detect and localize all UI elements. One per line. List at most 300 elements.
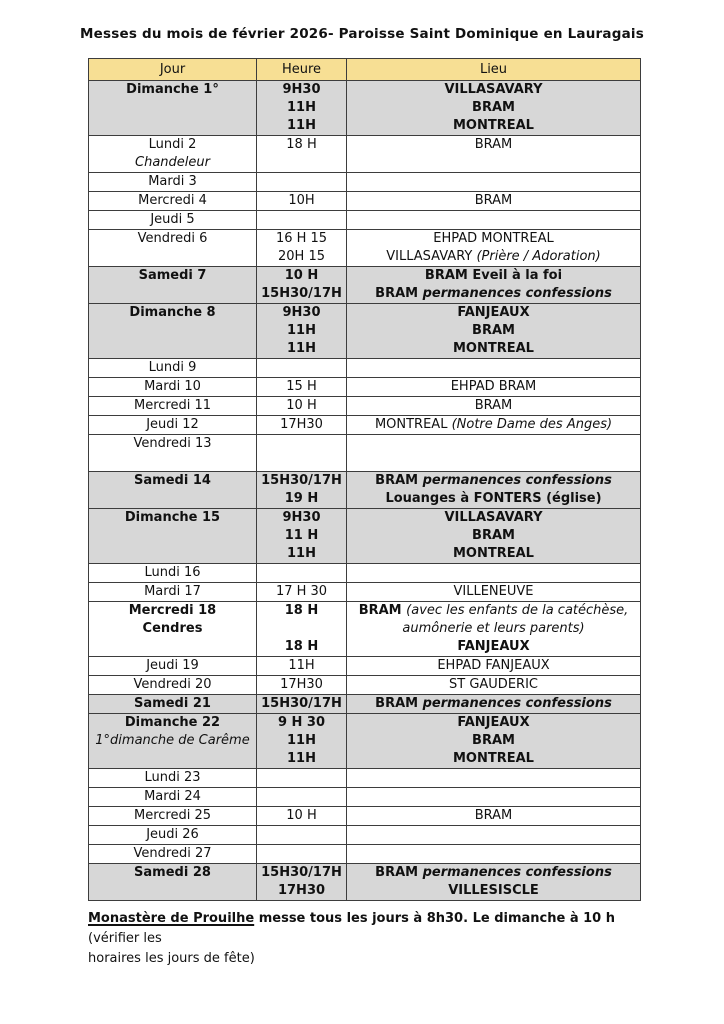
text-segment: permanences confessions xyxy=(422,286,612,301)
text-line xyxy=(349,882,638,900)
table-row xyxy=(89,416,641,435)
text-segment: 17H30 xyxy=(280,417,323,432)
cell-lieu xyxy=(347,583,641,602)
text-segment: (vérifier les xyxy=(88,931,162,946)
text-line xyxy=(349,378,638,396)
text-segment: BRAM xyxy=(474,193,513,208)
text-line xyxy=(91,657,254,675)
cell-lieu xyxy=(347,173,641,192)
text-line xyxy=(259,545,344,563)
text-segment: Jeudi 12 xyxy=(146,417,199,432)
cell-heure xyxy=(257,81,347,136)
cell-jour xyxy=(89,769,257,788)
table-row xyxy=(89,509,641,564)
text-segment: VILLENEUVE xyxy=(453,584,534,599)
footer-note xyxy=(88,909,668,969)
text-line xyxy=(91,416,254,434)
text-segment: aumônerie et leurs parents) xyxy=(402,621,585,636)
table-row xyxy=(89,788,641,807)
text-segment: Lundi 16 xyxy=(144,565,201,580)
text-line xyxy=(91,676,254,694)
text-segment: Mardi 24 xyxy=(144,789,201,804)
text-segment: 9H30 xyxy=(282,305,321,320)
cell-heure xyxy=(257,397,347,416)
text-line xyxy=(259,657,344,675)
table-row xyxy=(89,267,641,304)
cell-jour xyxy=(89,267,257,304)
table-header-row xyxy=(89,59,641,81)
cell-heure xyxy=(257,826,347,845)
table-row xyxy=(89,769,641,788)
cell-jour xyxy=(89,602,257,657)
text-segment: Samedi 14 xyxy=(134,473,211,488)
text-line xyxy=(91,620,254,638)
text-segment: Jeudi 26 xyxy=(146,827,199,842)
text-segment: 11H xyxy=(288,658,315,673)
text-segment: MONTREAL xyxy=(453,751,534,766)
text-segment: (Prière / Adoration) xyxy=(476,249,601,264)
text-segment: 18 H xyxy=(284,603,319,618)
text-line xyxy=(259,378,344,396)
text-segment: 17 H 30 xyxy=(275,584,328,599)
cell-lieu xyxy=(347,509,641,564)
cell-jour xyxy=(89,564,257,583)
text-segment: 9H30 xyxy=(282,510,321,525)
cell-lieu xyxy=(347,788,641,807)
text-line xyxy=(349,864,638,882)
column-header-heure: Heure xyxy=(257,59,347,81)
cell-lieu xyxy=(347,397,641,416)
text-segment: MONTREAL xyxy=(453,341,534,356)
cell-heure xyxy=(257,359,347,378)
text-line xyxy=(349,267,638,285)
text-segment: 17H30 xyxy=(277,883,326,898)
cell-jour xyxy=(89,81,257,136)
cell-heure xyxy=(257,304,347,359)
text-segment: VILLESISCLE xyxy=(448,883,539,898)
cell-lieu xyxy=(347,657,641,676)
cell-lieu xyxy=(347,435,641,472)
table-row xyxy=(89,864,641,901)
text-line xyxy=(91,472,254,490)
table-row xyxy=(89,564,641,583)
text-segment: 11H xyxy=(287,733,316,748)
text-line xyxy=(349,285,638,303)
text-line xyxy=(349,545,638,563)
table-row xyxy=(89,230,641,267)
text-line xyxy=(91,714,254,732)
cell-heure xyxy=(257,788,347,807)
text-segment: EHPAD BRAM xyxy=(450,379,537,394)
cell-lieu xyxy=(347,564,641,583)
text-line xyxy=(91,378,254,396)
cell-lieu xyxy=(347,304,641,359)
cell-jour xyxy=(89,657,257,676)
text-segment: Lundi 9 xyxy=(148,360,197,375)
text-segment: Samedi 21 xyxy=(134,696,211,711)
table-row xyxy=(89,807,641,826)
text-line xyxy=(259,472,344,490)
table-row xyxy=(89,136,641,173)
text-line xyxy=(91,826,254,844)
text-line xyxy=(349,248,638,266)
text-segment: FANJEAUX xyxy=(457,639,530,654)
cell-jour xyxy=(89,826,257,845)
text-line xyxy=(259,490,344,508)
text-line xyxy=(91,136,254,154)
cell-heure xyxy=(257,192,347,211)
text-segment: permanences confessions xyxy=(422,696,612,711)
cell-lieu xyxy=(347,472,641,509)
text-line xyxy=(259,583,344,601)
page-title: Messes du mois de février 2026- Paroisse Saint Dominique en Lauragais xyxy=(80,26,644,42)
cell-jour xyxy=(89,807,257,826)
text-segment: permanences confessions xyxy=(422,865,612,880)
table-row xyxy=(89,192,641,211)
cell-jour xyxy=(89,211,257,230)
cell-heure xyxy=(257,695,347,714)
text-line xyxy=(259,732,344,750)
cell-jour xyxy=(89,173,257,192)
text-segment: FANJEAUX xyxy=(457,715,530,730)
text-line xyxy=(349,322,638,340)
cell-jour xyxy=(89,472,257,509)
text-line xyxy=(91,173,254,191)
text-segment: 19 H xyxy=(284,491,319,506)
text-line xyxy=(259,117,344,135)
text-line xyxy=(259,676,344,694)
text-line xyxy=(91,192,254,210)
text-line xyxy=(349,304,638,322)
text-segment: horaires les jours de fête) xyxy=(88,951,255,966)
text-line xyxy=(259,81,344,99)
text-segment: BRAM xyxy=(474,808,513,823)
text-segment: 15 H xyxy=(286,379,317,394)
text-segment: BRAM xyxy=(375,865,423,880)
text-segment: 16 H 15 xyxy=(275,231,328,246)
text-segment: BRAM xyxy=(472,100,515,115)
text-line xyxy=(91,359,254,377)
cell-jour xyxy=(89,695,257,714)
table-row xyxy=(89,845,641,864)
text-line xyxy=(259,397,344,415)
cell-lieu xyxy=(347,267,641,304)
text-line xyxy=(259,695,344,713)
text-line xyxy=(349,340,638,358)
text-segment: Jeudi 19 xyxy=(146,658,199,673)
text-segment: BRAM xyxy=(472,323,515,338)
text-segment: Monastère de Prouilhe xyxy=(88,911,255,926)
text-line xyxy=(349,472,638,490)
text-line xyxy=(259,136,344,154)
table-body xyxy=(89,81,641,901)
text-line xyxy=(349,750,638,768)
text-line xyxy=(259,304,344,322)
cell-jour xyxy=(89,509,257,564)
cell-heure xyxy=(257,583,347,602)
text-segment: Mardi 17 xyxy=(144,584,201,599)
table-row xyxy=(89,173,641,192)
text-line xyxy=(349,136,638,154)
text-line xyxy=(259,248,344,266)
table-row xyxy=(89,602,641,657)
table-row xyxy=(89,676,641,695)
text-line xyxy=(91,807,254,825)
text-segment: Dimanche 15 xyxy=(124,510,221,525)
text-line xyxy=(91,81,254,99)
text-segment: Mercredi 18 xyxy=(128,603,217,618)
table-row xyxy=(89,826,641,845)
cell-heure xyxy=(257,602,347,657)
text-segment: Vendredi 27 xyxy=(133,846,212,861)
text-segment: 10 H xyxy=(286,808,317,823)
text-line xyxy=(91,154,254,172)
cell-lieu xyxy=(347,807,641,826)
text-segment: ST GAUDERIC xyxy=(449,677,538,692)
text-line xyxy=(88,949,668,969)
text-segment: Samedi 28 xyxy=(134,865,211,880)
text-segment: EHPAD FANJEAUX xyxy=(437,658,550,673)
table-header xyxy=(89,59,641,81)
cell-heure xyxy=(257,714,347,769)
text-line xyxy=(259,750,344,768)
text-segment: BRAM xyxy=(472,733,515,748)
cell-lieu xyxy=(347,378,641,397)
text-line xyxy=(91,211,254,229)
text-segment: Vendredi 20 xyxy=(133,677,212,692)
text-segment: permanences confessions xyxy=(422,473,612,488)
text-segment: Mercredi 4 xyxy=(138,193,207,208)
table-row xyxy=(89,583,641,602)
text-segment: 11H xyxy=(287,546,316,561)
text-line xyxy=(259,602,344,620)
table-row xyxy=(89,211,641,230)
text-line xyxy=(91,230,254,248)
cell-lieu xyxy=(347,845,641,864)
text-line xyxy=(91,602,254,620)
table-row xyxy=(89,695,641,714)
text-line xyxy=(91,864,254,882)
text-line xyxy=(91,788,254,806)
text-line xyxy=(349,695,638,713)
text-segment: Dimanche 1° xyxy=(126,82,219,97)
cell-jour xyxy=(89,416,257,435)
text-line xyxy=(349,416,638,434)
cell-jour xyxy=(89,583,257,602)
cell-lieu xyxy=(347,826,641,845)
text-line xyxy=(91,267,254,285)
cell-heure xyxy=(257,378,347,397)
cell-jour xyxy=(89,397,257,416)
text-segment: 10H xyxy=(288,193,315,208)
text-line xyxy=(259,638,344,656)
text-segment: Dimanche 8 xyxy=(129,305,216,320)
cell-lieu xyxy=(347,769,641,788)
table-row xyxy=(89,397,641,416)
text-segment: EHPAD MONTREAL xyxy=(433,231,554,246)
text-line xyxy=(91,564,254,582)
cell-lieu xyxy=(347,714,641,769)
text-segment: 9 H 30 xyxy=(277,715,326,730)
text-segment: BRAM xyxy=(472,528,515,543)
text-segment: BRAM xyxy=(474,398,513,413)
text-segment: 18 H xyxy=(284,639,319,654)
table-row xyxy=(89,435,641,472)
cell-heure xyxy=(257,173,347,192)
text-line xyxy=(349,230,638,248)
text-segment: Mardi 10 xyxy=(144,379,201,394)
cell-jour xyxy=(89,192,257,211)
text-segment: Louanges à FONTERS (église) xyxy=(385,491,602,506)
cell-lieu xyxy=(347,211,641,230)
text-segment: BRAM xyxy=(375,286,423,301)
table-row xyxy=(89,81,641,136)
text-line xyxy=(259,714,344,732)
text-segment: Vendredi 13 xyxy=(133,436,212,451)
text-segment: VILLASAVARY xyxy=(444,510,543,525)
text-line xyxy=(259,267,344,285)
text-line xyxy=(349,638,638,656)
text-line xyxy=(349,397,638,415)
cell-jour xyxy=(89,864,257,901)
text-segment: 15H30/17H xyxy=(261,473,342,488)
cell-jour xyxy=(89,136,257,173)
cell-heure xyxy=(257,416,347,435)
text-line xyxy=(349,192,638,210)
text-line xyxy=(259,192,344,210)
text-segment: Vendredi 6 xyxy=(137,231,208,246)
cell-jour xyxy=(89,845,257,864)
text-line xyxy=(349,602,638,620)
table-row xyxy=(89,657,641,676)
cell-lieu xyxy=(347,864,641,901)
text-segment: 20H 15 xyxy=(278,249,325,264)
text-line xyxy=(349,99,638,117)
column-header-lieu: Lieu xyxy=(347,59,641,81)
text-segment: VILLASAVARY xyxy=(386,249,477,264)
text-segment: Jeudi 5 xyxy=(150,212,195,227)
text-segment: 11H xyxy=(287,323,316,338)
text-line xyxy=(91,583,254,601)
text-segment: 11H xyxy=(287,341,316,356)
cell-lieu xyxy=(347,136,641,173)
text-line xyxy=(91,435,254,453)
text-line xyxy=(259,527,344,545)
mass-schedule-table xyxy=(88,58,641,901)
cell-lieu xyxy=(347,695,641,714)
text-segment: MONTREAL xyxy=(374,417,452,432)
text-segment: (Notre Dame des Anges) xyxy=(451,417,613,432)
cell-heure xyxy=(257,509,347,564)
text-segment: Dimanche 22 xyxy=(124,715,221,730)
text-segment: 10 H xyxy=(284,268,319,283)
text-segment: 17H30 xyxy=(280,677,323,692)
text-line xyxy=(349,490,638,508)
text-segment: VILLASAVARY xyxy=(444,82,543,97)
text-segment: 11H xyxy=(287,118,316,133)
table-row xyxy=(89,359,641,378)
text-line xyxy=(349,676,638,694)
text-segment: BRAM xyxy=(375,696,423,711)
cell-jour xyxy=(89,435,257,472)
text-segment: MONTREAL xyxy=(453,118,534,133)
text-segment: 9H30 xyxy=(282,82,321,97)
text-line xyxy=(259,322,344,340)
cell-heure xyxy=(257,657,347,676)
text-segment: messe tous les jours à 8h30. Le dimanche à 10 h xyxy=(258,911,616,926)
text-line xyxy=(91,695,254,713)
text-line xyxy=(349,807,638,825)
cell-lieu xyxy=(347,192,641,211)
cell-jour xyxy=(89,788,257,807)
cell-heure xyxy=(257,564,347,583)
text-segment: 18 H xyxy=(286,137,317,152)
text-segment: 15H30/17H xyxy=(261,696,342,711)
text-segment: Mardi 3 xyxy=(148,174,197,189)
cell-lieu xyxy=(347,359,641,378)
cell-lieu xyxy=(347,602,641,657)
cell-heure xyxy=(257,845,347,864)
cell-jour xyxy=(89,304,257,359)
text-line xyxy=(259,230,344,248)
text-line xyxy=(91,732,254,750)
table-row xyxy=(89,304,641,359)
text-segment: BRAM xyxy=(375,473,423,488)
cell-lieu xyxy=(347,81,641,136)
cell-heure xyxy=(257,136,347,173)
text-segment: 11 H xyxy=(284,528,319,543)
text-segment: 10 H xyxy=(286,398,317,413)
cell-heure xyxy=(257,864,347,901)
text-segment: 11H xyxy=(287,100,316,115)
text-segment: BRAM xyxy=(474,137,513,152)
text-segment: (avec les enfants de la catéchèse, xyxy=(406,603,629,618)
text-line xyxy=(88,909,668,949)
text-line xyxy=(91,845,254,863)
text-line xyxy=(91,769,254,787)
cell-heure xyxy=(257,807,347,826)
text-segment: Lundi 2 xyxy=(148,137,197,152)
cell-lieu xyxy=(347,416,641,435)
text-line xyxy=(349,81,638,99)
text-line xyxy=(259,416,344,434)
text-segment: Mercredi 25 xyxy=(133,808,212,823)
text-line xyxy=(91,397,254,415)
text-segment: Lundi 23 xyxy=(144,770,201,785)
text-line xyxy=(259,509,344,527)
text-line xyxy=(349,117,638,135)
text-line xyxy=(259,285,344,303)
text-line xyxy=(349,620,638,638)
cell-jour xyxy=(89,676,257,695)
cell-lieu xyxy=(347,676,641,695)
text-line xyxy=(349,657,638,675)
cell-heure xyxy=(257,769,347,788)
text-line xyxy=(259,620,344,638)
text-segment: 1°dimanche de Carême xyxy=(95,733,250,748)
text-segment: Cendres xyxy=(142,621,203,636)
text-line xyxy=(259,340,344,358)
cell-jour xyxy=(89,359,257,378)
text-line xyxy=(349,527,638,545)
cell-heure xyxy=(257,211,347,230)
cell-heure xyxy=(257,435,347,472)
cell-jour xyxy=(89,230,257,267)
cell-heure xyxy=(257,472,347,509)
table-row xyxy=(89,714,641,769)
column-header-jour: Jour xyxy=(89,59,257,81)
cell-jour xyxy=(89,378,257,397)
